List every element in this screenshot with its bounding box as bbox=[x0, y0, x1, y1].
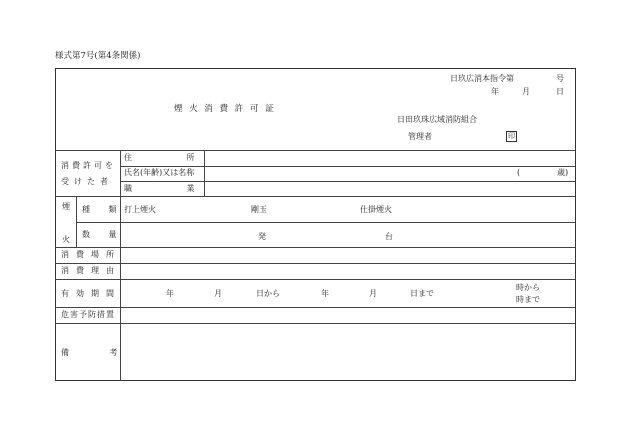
period-end-month: 月 bbox=[369, 289, 377, 298]
rule-period-bottom bbox=[55, 307, 576, 308]
remarks-label: 備 考 bbox=[61, 348, 118, 357]
fireworks-label-bottom: 火 bbox=[62, 235, 70, 244]
type-value-uchiage: 打上煙火 bbox=[124, 205, 156, 214]
period-time-until: 時まで bbox=[516, 295, 540, 304]
period-start-month: 月 bbox=[214, 289, 222, 298]
place-label: 消費場所 bbox=[61, 250, 121, 259]
rule-reason-bottom bbox=[55, 279, 576, 280]
permit-number-suffix: 号 bbox=[556, 74, 564, 83]
quantity-unit-shots: 発 bbox=[258, 232, 266, 241]
period-end-year: 年 bbox=[321, 289, 329, 298]
quantity-unit-sets: 台 bbox=[385, 232, 393, 241]
issue-date-month: 月 bbox=[522, 87, 530, 96]
type-label: 種 類 bbox=[82, 205, 117, 214]
period-label: 有効期間 bbox=[61, 289, 121, 298]
type-value-gangyoku: 剛玉 bbox=[251, 205, 267, 214]
period-start-year: 年 bbox=[166, 289, 174, 298]
issue-date-day: 日 bbox=[556, 87, 564, 96]
reason-label: 消費理由 bbox=[61, 266, 121, 275]
rule-applicant-bottom bbox=[55, 196, 576, 197]
form-reference: 様式第7号(第4条関係) bbox=[55, 51, 141, 61]
rule-fireworks-bottom bbox=[55, 247, 576, 248]
address-value[interactable] bbox=[206, 151, 574, 165]
age-open: ( bbox=[517, 168, 521, 177]
permit-form-frame bbox=[55, 68, 576, 381]
issue-date-year: 年 bbox=[491, 87, 499, 96]
period-time-from: 時から bbox=[516, 283, 540, 292]
applicant-label-line2 bbox=[61, 178, 116, 186]
occupation-label: 職 業 bbox=[124, 184, 195, 193]
name-label: 氏名(年齢)又は名称 bbox=[124, 168, 195, 177]
occupation-value[interactable] bbox=[206, 182, 574, 195]
rule-applicant-subcolumn bbox=[204, 150, 205, 196]
rule-prevention-bottom bbox=[55, 323, 576, 324]
period-start-from: 日から bbox=[256, 289, 280, 298]
issuer-organization: 日田玖珠広域消防組合 bbox=[397, 115, 477, 124]
address-label: 住 所 bbox=[124, 153, 195, 162]
permit-title: 煙 火 消 費 許 可 証 bbox=[174, 104, 276, 114]
issuer-seal: 印 bbox=[508, 132, 515, 140]
name-value[interactable] bbox=[206, 167, 506, 180]
permit-number-prefix: 日玖広消本指令第 bbox=[450, 74, 514, 83]
applicant-label-line1-text: 消費許可を bbox=[61, 161, 116, 170]
fireworks-label-top: 煙 bbox=[62, 202, 70, 211]
applicant-label-line1 bbox=[61, 162, 116, 170]
rule-place-bottom bbox=[55, 263, 576, 264]
issuer-title: 管理者 bbox=[408, 132, 432, 141]
prevention-label: 危害予防措置 bbox=[61, 310, 115, 319]
rule-fireworks-subcolumn bbox=[76, 196, 77, 247]
applicant-label-line2-text: 受けた者 bbox=[61, 177, 113, 186]
age-close: 歳) bbox=[557, 168, 569, 177]
period-end-until: 日まで bbox=[410, 289, 434, 298]
rule-type-bottom bbox=[76, 222, 576, 223]
type-value-shikake: 仕掛煙火 bbox=[360, 205, 392, 214]
quantity-label: 数 量 bbox=[82, 230, 117, 239]
